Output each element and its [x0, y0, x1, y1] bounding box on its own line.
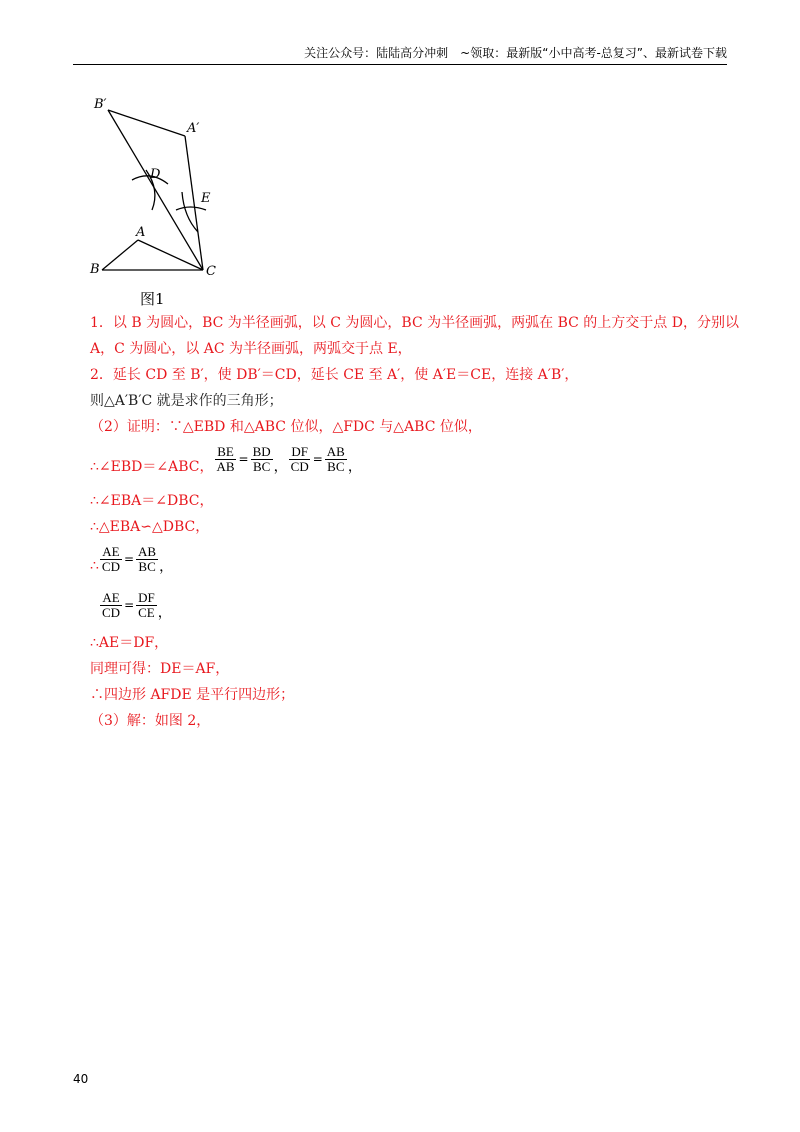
figure-caption: 图1: [140, 290, 165, 308]
page-header: [73, 46, 727, 65]
fraction-numerator: BD: [252, 443, 271, 459]
fraction-ab-bc: [136, 545, 158, 574]
part-3-line: （3）解：如图 2，: [90, 713, 211, 729]
step-2-line: 2．延长 CD 至 B′，使 DB′＝CD，延长 CE 至 A′，使 A′E＝CE，连接 A′B′，: [90, 367, 579, 383]
separator: ，: [159, 559, 174, 575]
construction-figure: [88, 92, 228, 282]
fraction-numerator: AB: [138, 543, 157, 559]
segment-a-c: [138, 240, 203, 270]
label-d: D: [150, 167, 161, 182]
segment-b-prime-a-prime: [108, 110, 185, 136]
label-a-prime: A′: [187, 121, 200, 136]
label-a: A: [136, 225, 146, 240]
header-text: 关注公众号：陆陆高分冲刺 ~领取：最新版“小中高考-总复习”、最新试卷下载: [304, 46, 727, 60]
fraction-denominator: BC: [138, 558, 156, 574]
separator: ，: [347, 459, 362, 475]
fraction-denominator: CD: [290, 458, 309, 474]
ratio-ae-cd-row: [90, 542, 173, 576]
ratio-ae-df-row: [90, 588, 172, 622]
label-b: B: [90, 262, 100, 277]
equals-sign: =: [124, 598, 135, 612]
therefore-symbol: ∴: [90, 558, 99, 574]
step-1-line-2: A，C 为圆心，以 AC 为半径画弧，两弧交于点 E，: [90, 341, 412, 357]
fraction-denominator: CE: [138, 604, 155, 620]
segment-b-a: [102, 240, 138, 270]
fraction-denominator: CD: [102, 604, 121, 620]
page-number: 40: [73, 1072, 89, 1086]
separator: ，: [273, 459, 288, 475]
de-equals-af-statement: 同理可得：DE＝AF，: [90, 661, 230, 677]
angle-eba-statement: ∴∠EBA＝∠DBC，: [90, 493, 214, 509]
fraction-denominator: BC: [252, 458, 271, 474]
fraction-be-ab: [214, 445, 236, 474]
parallelogram-statement: ∴四边形 AFDE 是平行四边形；: [90, 687, 295, 703]
fraction-denominator: AB: [216, 458, 235, 474]
fraction-df-ce: [136, 591, 157, 620]
similar-triangles-statement: ∴△EBA∽△DBC，: [90, 519, 210, 535]
separator: ，: [157, 605, 172, 621]
arc-e-right: [176, 207, 206, 210]
fraction-ae-cd: [100, 591, 122, 620]
conclusion-line: 则△A′B′C 就是求作的三角形；: [90, 393, 283, 409]
fraction-numerator: AB: [326, 443, 345, 459]
label-c: C: [206, 264, 216, 279]
fraction-bd-bc: [251, 445, 273, 474]
step-1-line-1: 1．以 B 为圆心，BC 为半径画弧，以 C 为圆心，BC 为半径画弧，两弧在 BC 的上方交于点 D，分别以: [90, 315, 739, 331]
equals-sign: =: [238, 452, 249, 466]
proof-ratio-row: [90, 442, 362, 476]
fraction-denominator: BC: [327, 458, 345, 474]
fraction-ab-bc: [325, 445, 347, 474]
angle-ebd-statement: ∴∠EBD＝∠ABC，: [90, 459, 214, 475]
fraction-numerator: DF: [138, 589, 155, 605]
fraction-numerator: DF: [291, 443, 309, 459]
label-e: E: [201, 191, 211, 206]
equals-sign: =: [123, 552, 135, 566]
label-b-prime: B′: [94, 97, 107, 112]
fraction-denominator: CD: [101, 558, 120, 574]
proof-intro-line: （2）证明：∵△EBD 和△ABC 位似，△FDC 与△ABC 位似，: [90, 419, 482, 435]
ae-equals-df-statement: ∴AE＝DF，: [90, 635, 169, 651]
fraction-numerator: AE: [102, 589, 120, 605]
equals-sign: =: [312, 452, 323, 466]
fraction-ae-cd: [100, 545, 122, 574]
fraction-numerator: BE: [217, 443, 234, 459]
fraction-numerator: AE: [102, 543, 120, 559]
fraction-df-cd: [289, 445, 311, 474]
